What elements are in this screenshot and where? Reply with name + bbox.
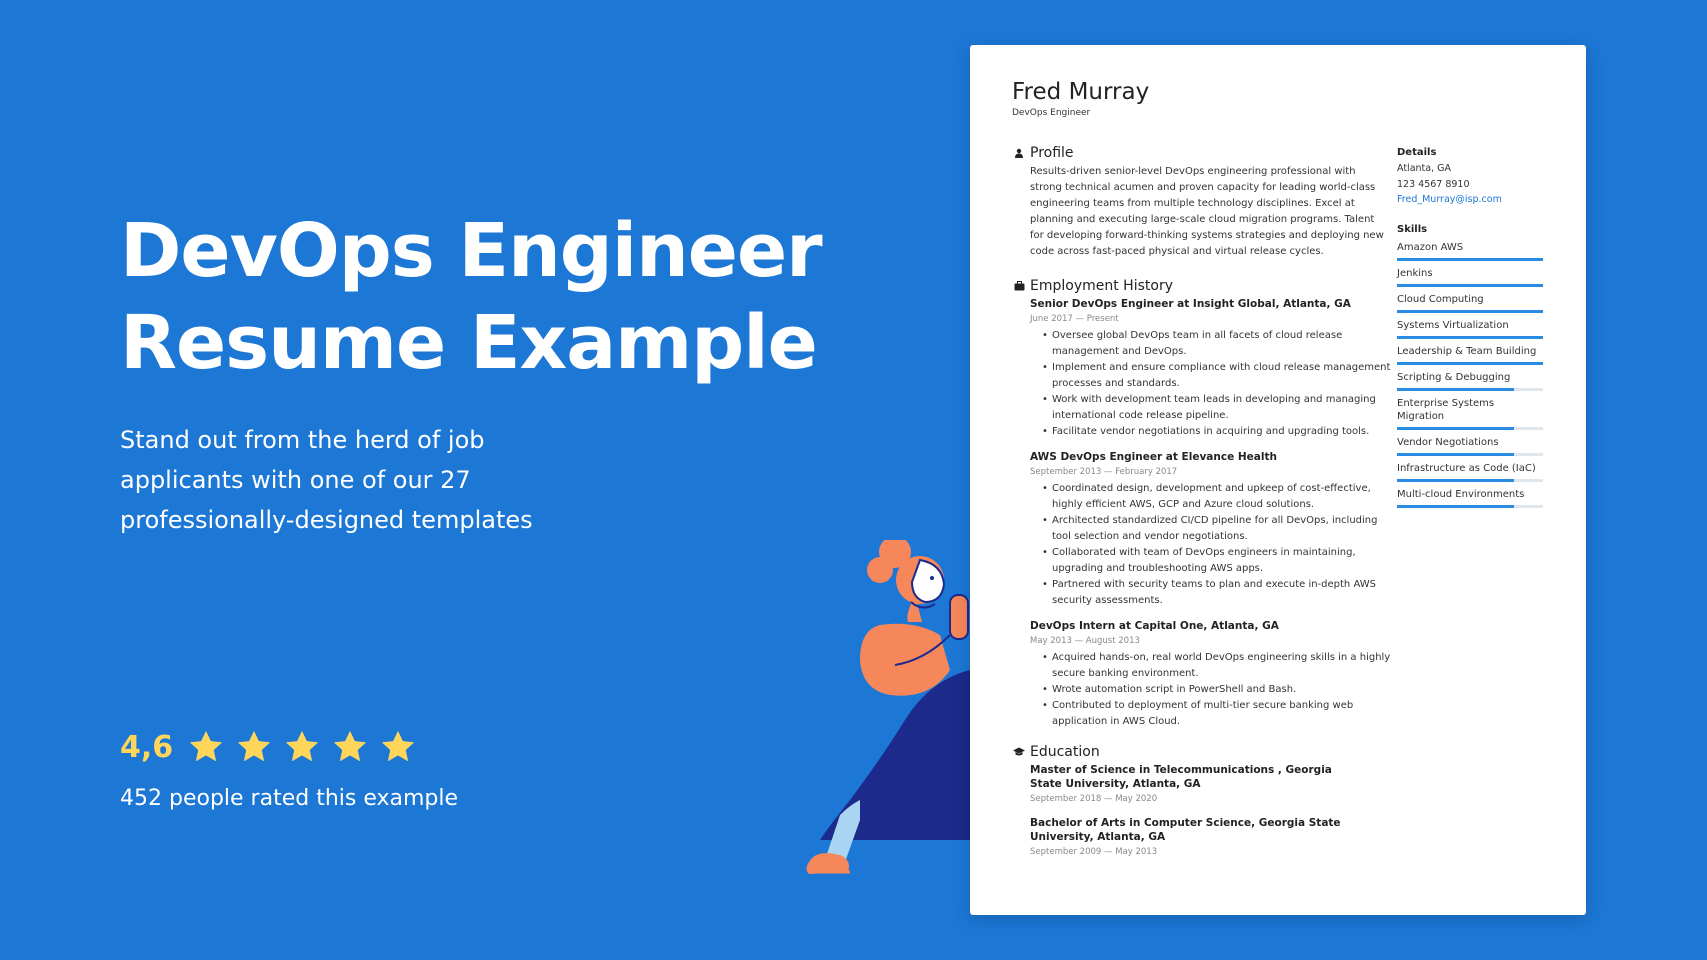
resume-name: Fred Murray [1012,79,1150,105]
skill-name: Leadership & Team Building [1397,345,1537,357]
skill-level-bar [1397,388,1543,391]
education-title: Master of Science in Telecommunications , Georgia State University, Atlanta, GA [1030,764,1332,790]
page-title-line-2: Resume Example [120,300,817,386]
education-entry [1030,816,1392,859]
skill-level-fill [1397,479,1514,482]
education-heading: Education [1030,744,1100,760]
skill-name: Systems Virtualization [1397,319,1509,331]
skill-level-bar [1397,284,1543,287]
star-icon[interactable] [331,728,369,766]
skill-level-fill [1397,362,1543,365]
resume-document [970,45,1586,915]
skill-level-bar [1397,362,1543,365]
star-icon[interactable] [235,728,273,766]
job-bullet: • Work with development team leads in developing and managing international code release pipeline. [1052,392,1392,424]
resume-main-column [1012,145,1392,869]
skill-item [1397,436,1543,456]
skill-level-bar [1397,479,1543,482]
details-phone: 123 4567 8910 [1397,178,1470,190]
job-bullet: • Partnered with security teams to plan and execute in-depth AWS security assessments. [1052,577,1392,609]
job-bullet: • Oversee global DevOps team in all facets of cloud release management and DevOps. [1052,328,1392,360]
page-title-line-1: DevOps Engineer [120,208,822,294]
education-entry [1030,763,1392,806]
details-email-link[interactable]: Fred_Murray@isp.com [1397,194,1502,205]
skill-level-fill [1397,336,1543,339]
star-icon[interactable] [187,728,225,766]
skill-name: Cloud Computing [1397,293,1484,305]
education-section [1012,744,1392,859]
skill-name: Multi-cloud Environments [1397,488,1525,500]
skill-level-fill [1397,258,1543,261]
job-bullets [1030,328,1392,440]
briefcase-icon [1012,279,1026,293]
education-dates: September 2018 — May 2020 [1030,794,1158,804]
skill-name: Jenkins [1397,267,1433,279]
graduation-cap-icon [1012,745,1026,759]
employment-section [1012,278,1392,730]
skill-level-fill [1397,427,1514,430]
skill-level-bar [1397,453,1543,456]
rating-row [120,728,427,766]
job-bullet: • Coordinated design, development and upkeep of cost-effective, highly efficient AWS, GCP and Azure cloud solutions. [1052,481,1392,513]
job-bullet: • Acquired hands-on, real world DevOps engineering skills in a highly secure banking environment. [1052,650,1392,682]
skill-name: Infrastructure as Code (IaC) [1397,462,1536,474]
skill-item [1397,488,1543,508]
person-icon [1012,146,1026,160]
profile-section [1012,145,1392,260]
woman-illustration [730,540,990,880]
skill-name: Vendor Negotiations [1397,436,1499,448]
employment-heading: Employment History [1030,278,1173,294]
details-heading: Details [1397,147,1437,158]
job-bullet: • Collaborated with team of DevOps engineers in maintaining, upgrading and troubleshooting AWS apps. [1052,545,1392,577]
job-title: DevOps Intern at Capital One, Atlanta, GA [1030,620,1279,632]
job-dates: September 2013 — February 2017 [1030,467,1178,477]
skill-level-fill [1397,505,1514,508]
skill-level-bar [1397,258,1543,261]
skill-item [1397,345,1543,365]
skill-level-bar [1397,505,1543,508]
education-title: Bachelor of Arts in Computer Science, Georgia State University, Atlanta, GA [1030,817,1341,843]
skill-name: Enterprise Systems Migration [1397,397,1495,422]
job-entry [1030,619,1392,730]
rating-value: 4,6 [120,729,174,765]
job-dates: June 2017 — Present [1030,314,1119,324]
skill-item [1397,241,1543,261]
skill-item [1397,462,1543,482]
skill-item [1397,319,1543,339]
job-bullet: • Facilitate vendor negotiations in acquiring and upgrading tools. [1052,424,1392,440]
skill-item [1397,267,1543,287]
profile-heading: Profile [1030,145,1074,161]
skill-name: Amazon AWS [1397,241,1464,253]
job-bullets [1030,481,1392,609]
skill-level-bar [1397,310,1543,313]
skill-item [1397,371,1543,391]
rating-count-text: 452 people rated this example [120,786,459,811]
job-bullets [1030,650,1392,730]
job-entry [1030,297,1392,440]
hero-subtitle: Stand out from the herd of job applicants with one of our 27 professionally-designed templates [120,426,533,534]
job-bullet: • Contributed to deployment of multi-tier secure banking web application in AWS Cloud. [1052,698,1392,730]
skill-level-bar [1397,336,1543,339]
skill-level-fill [1397,310,1543,313]
skills-heading: Skills [1397,223,1428,235]
job-bullet: • Architected standardized CI/CD pipeline for all DevOps, including tool selection and vendor negotiations. [1052,513,1392,545]
resume-side-column [1397,145,1543,508]
job-bullet: • Wrote automation script in PowerShell and Bash. [1052,682,1392,698]
resume-role: DevOps Engineer [1012,108,1091,118]
job-bullet: • Implement and ensure compliance with cloud release management processes and standards. [1052,360,1392,392]
job-entry [1030,450,1392,609]
job-title: Senior DevOps Engineer at Insight Global, Atlanta, GA [1030,298,1351,310]
skill-item [1397,397,1543,430]
skill-name: Scripting & Debugging [1397,371,1511,383]
star-icon[interactable] [379,728,417,766]
skill-level-fill [1397,284,1543,287]
skill-item [1397,293,1543,313]
skill-level-fill [1397,388,1514,391]
profile-text: Results-driven senior-level DevOps engineering professional with strong technical acumen and proven capacity for leading world-class engineering teams from multiple technology disciplines. Excel at planning and executing large-scale cloud migration programs. Talent for developing forward-thinking systems strategies and deploying new code across fast-paced physical and virtual release cycles. [1030,166,1384,257]
skill-level-fill [1397,453,1514,456]
page-title [120,205,840,389]
details-city: Atlanta, GA [1397,163,1451,174]
job-dates: May 2013 — August 2013 [1030,636,1140,646]
star-icon[interactable] [283,728,321,766]
education-dates: September 2009 — May 2013 [1030,847,1158,857]
job-title: AWS DevOps Engineer at Elevance Health [1030,451,1277,463]
rating-stars[interactable] [187,728,427,766]
skill-level-bar [1397,427,1543,430]
